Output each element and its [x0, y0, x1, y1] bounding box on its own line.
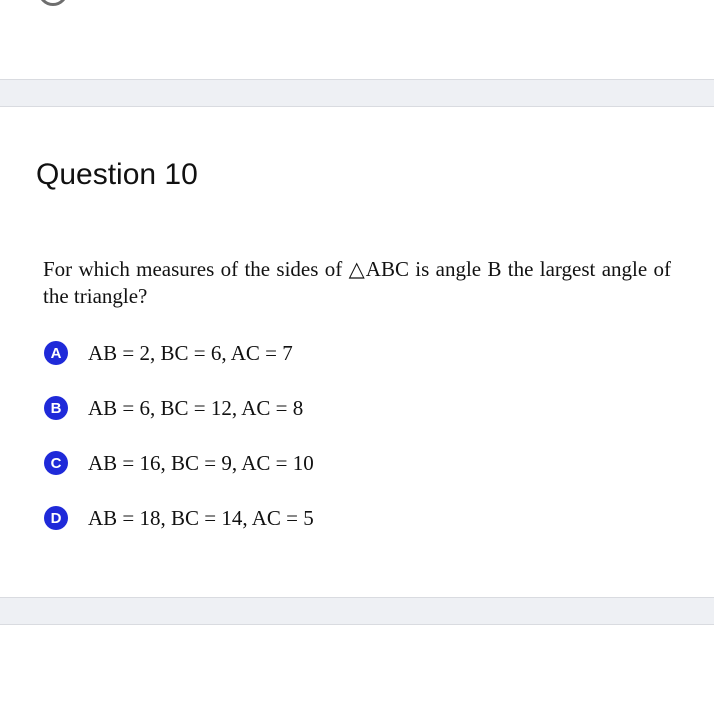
option-b[interactable] — [44, 394, 314, 422]
option-a[interactable] — [44, 339, 314, 367]
option-a-badge: A — [44, 341, 68, 365]
option-d-badge: D — [44, 506, 68, 530]
previous-answer-radio[interactable] — [38, 0, 68, 6]
option-c-text: AB = 16, BC = 9, AC = 10 — [88, 450, 314, 475]
option-a-text: AB = 2, BC = 6, AC = 7 — [88, 340, 293, 365]
question-divider-bottom — [0, 597, 714, 625]
question-divider-top — [0, 79, 714, 107]
option-c[interactable] — [44, 449, 314, 477]
option-d-text: AB = 18, BC = 14, AC = 5 — [88, 505, 314, 530]
question-text: For which measures of the sides of △ABC is angle B the largest angle of the triangle? — [43, 257, 671, 308]
option-b-badge: B — [44, 396, 68, 420]
question-title: Question 10 — [36, 158, 198, 191]
option-d[interactable] — [44, 504, 314, 532]
answer-options — [44, 339, 314, 559]
option-c-badge: C — [44, 451, 68, 475]
option-b-text: AB = 6, BC = 12, AC = 8 — [88, 395, 304, 420]
